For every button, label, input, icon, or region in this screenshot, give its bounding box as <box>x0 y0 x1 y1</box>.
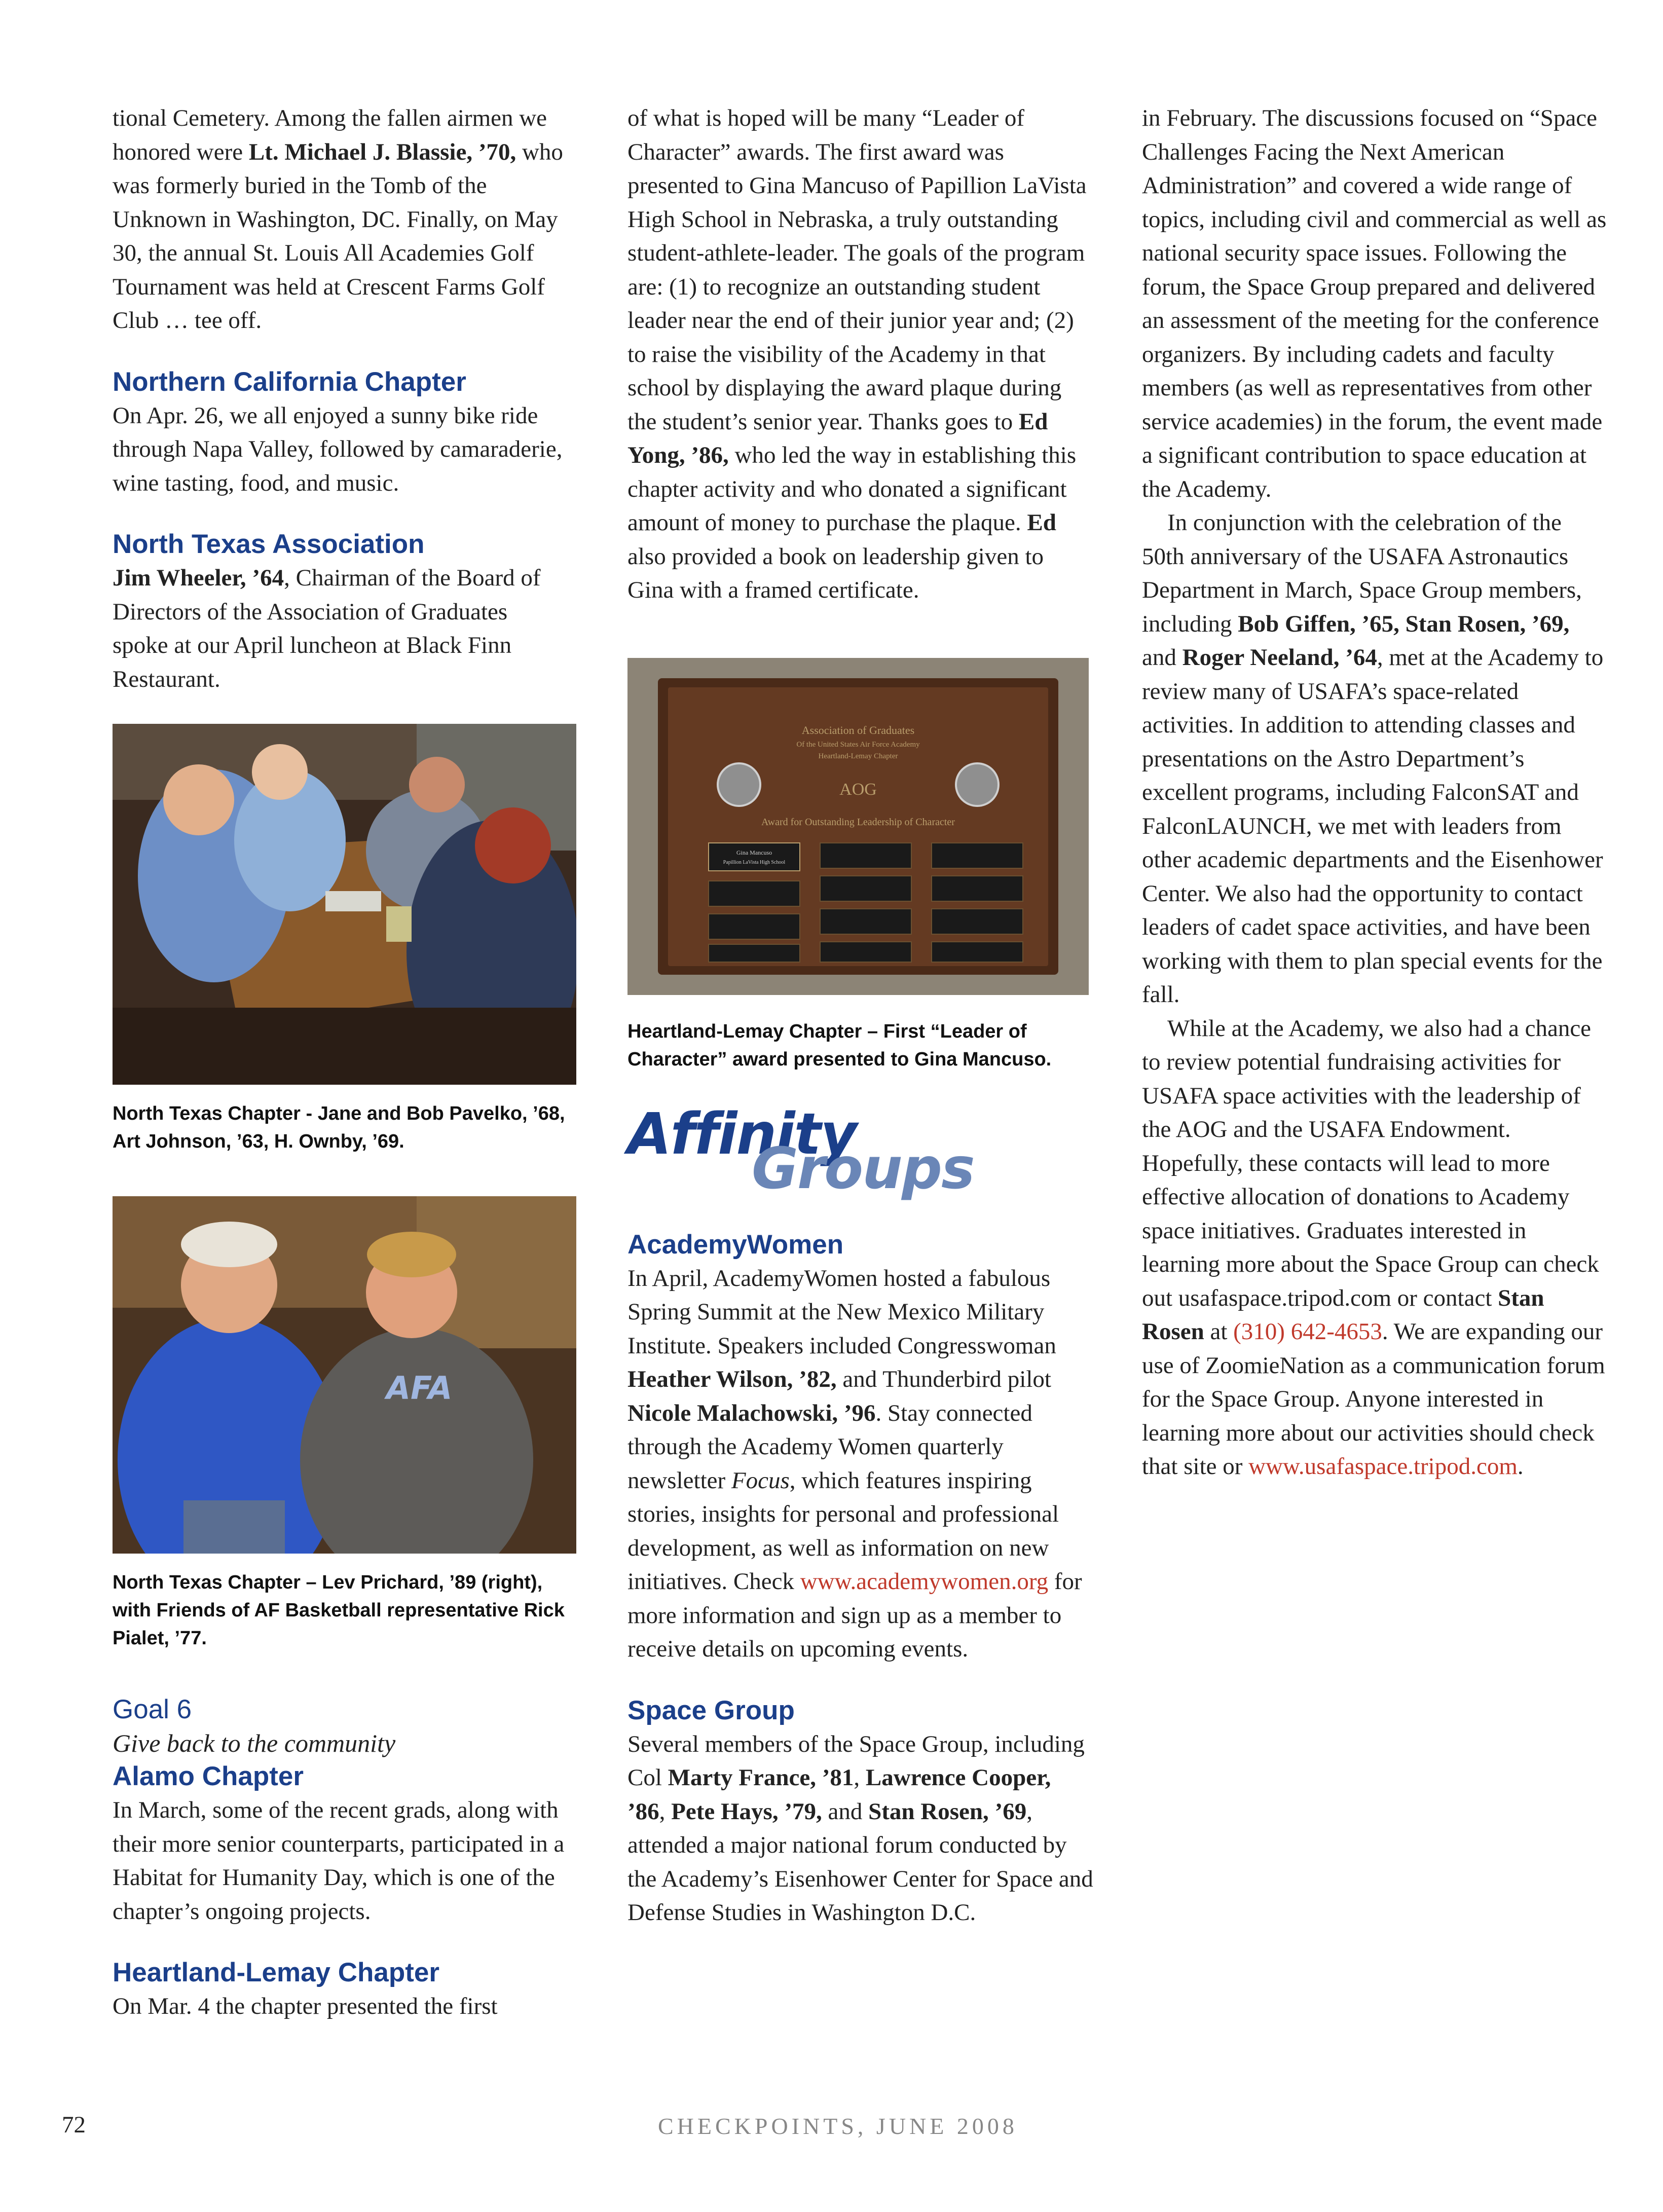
north-texas-heading: North Texas Association <box>113 529 425 559</box>
space-group-paragraph: Several members of the Space Group, including Col Marty France, ’81, Lawrence Cooper, ’86, Pete Hays, ’79, and Stan Rosen, ’69, attended a major national forum conducted by the Academy’s Eisenhower Center for Space and Defense Studies in Washington D.C. <box>627 1730 1093 1926</box>
academywomen-heading: AcademyWomen <box>627 1229 844 1260</box>
column-2 <box>627 101 1094 1930</box>
alamo-heading: Alamo Chapter <box>113 1761 304 1791</box>
plaque-plate-school: Papillion LaVista High School <box>723 859 786 865</box>
northern-california-paragraph: On Apr. 26, we all enjoyed a sunny bike ride through Napa Valley, followed by camaraderie, wine tasting, food, and music. <box>113 402 563 496</box>
goal-heading: Goal 6 <box>113 1694 192 1724</box>
leader-of-character-plaque-photo <box>627 658 1089 995</box>
north-texas-paragraph: Jim Wheeler, ’64, Chairman of the Board of Directors of the Association of Graduates spoke at our April luncheon at Black Finn Restaurant. <box>113 565 541 692</box>
afa-shirt-text: AFA <box>386 1370 453 1407</box>
luncheon-photo-image <box>113 724 576 1085</box>
north-texas-luncheon-photo <box>113 724 576 1085</box>
northern-california-heading: Northern California Chapter <box>113 366 466 397</box>
column-3 <box>1142 101 1608 1484</box>
intro-paragraph: tional Cemetery. Among the fallen airmen we honored were Lt. Michael J. Blassie, ’70, who was formerly buried in the Tomb of the Unknown in Washington, DC. Finally, on May 30, the annual St. Louis All Academies Golf Tournament was held at Crescent Farms Golf Club … tee off. <box>113 105 563 334</box>
academywomen-paragraph: In April, AcademyWomen hosted a fabulous Spring Summit at the New Mexico Military Institute. Speakers included Congresswoman Heather Wilson, ’82, and Thunderbird pilot Nicole Malachowski, ’96. Stay connected through the Academy Women quarterly newsletter Focus, which features inspiring stories, insights for personal and professional development, as well as information on new initiatives. Check www.academywomen.org for more information and sign up as a member to receive details on upcoming events. <box>627 1265 1082 1662</box>
plaque-plate-name: Gina Mancuso <box>736 849 772 856</box>
space-group-para-2: In conjunction with the celebration of the 50th anniversary of the USAFA Astronautics Department in March, Space Group members, including Bob Giffen, ’65, Stan Rosen, ’69, and Roger Neeland, ’64, met at the Academy to review many of USAFA’s space-related activities. In addition to attending classes and presentations on the Astro Department’s excellent programs, including FalconSAT and FalconLAUNCH, we met with leaders from other academic departments and the Eisenhower Center. We also had the opportunity to contact leaders of cadet space activities, and have been working with them to plan special events for the fall. <box>1142 509 1604 1008</box>
plaque-line-3: Heartland-Lemay Chapter <box>818 752 898 760</box>
space-group-heading: Space Group <box>627 1695 795 1725</box>
luncheon-photo-caption: North Texas Chapter - Jane and Bob Pavelko, ’68, Art Johnson, ’63, H. Ownby, ’69. <box>113 1103 565 1152</box>
plaque-aog: AOG <box>839 780 877 799</box>
column-1 <box>113 101 569 2023</box>
north-texas-basketball-photo <box>113 1196 576 1554</box>
plaque-photo-image <box>627 658 1089 995</box>
page-number: 72 <box>62 2112 86 2138</box>
plaque-photo-caption: Heartland-Lemay Chapter – First “Leader of Character” award presented to Gina Mancuso. <box>627 1020 1052 1070</box>
plaque-award: Award for Outstanding Leadership of Character <box>761 816 955 828</box>
affinity-word: Affinity <box>627 1101 857 1167</box>
space-group-para-3: While at the Academy, we also had a chance to review potential fundraising activities for USAFA space activities with the leadership of the AOG and the USAFA Endowment. Hopefully, these contacts will lead to more effective allocation of donations to Academy space initiatives. Graduates interested in learning more about the Space Group can check out usafaspace.tripod.com or contact Stan Rosen at (310) 642-4653. We are expanding our use of ZoomieNation as a communication forum for the Space Group. Anyone interested in learning more about our activities should check that site or www.usafaspace.tripod.com. <box>1142 1015 1605 1480</box>
space-group-para-1: in February. The discussions focused on “Space Challenges Facing the Next American Administration” and covered a wide range of topics, including civil and commercial as well as national security space issues. Following the forum, the Space Group prepared and delivered an assessment of the meeting for the conference organizers. By including cadets and faculty members (as well as representatives from other service academies) in the forum, the event made a significant contribution to space education at the Academy. <box>1142 105 1607 502</box>
goal-subtitle: Give back to the community <box>113 1729 396 1757</box>
affinity-groups-banner <box>627 1101 1094 1202</box>
basketball-photo-image <box>113 1196 576 1554</box>
heartland-continued-paragraph: of what is hoped will be many “Leader of Character” awards. The first award was presented to Gina Mancuso of Papillion LaVista High School in Nebraska, a truly outstanding student-athlete-leader. The goals of the program are: (1) to recognize an outstanding student leader near the end of their junior year and; (2) to raise the visibility of the Academy in that school by displaying the award plaque during the student’s senior year. Thanks goes to Ed Yong, ’86, who led the way in establishing this chapter activity and who donated a significant amount of money to purchase the plaque. Ed also provided a book on leadership given to Gina with a framed certificate. <box>627 105 1087 603</box>
basketball-photo-caption: North Texas Chapter – Lev Prichard, ’89 (right), with Friends of AF Basketball representative Rick Pialet, ’77. <box>113 1572 565 1649</box>
publication-footer: CHECKPOINTS, JUNE 2008 <box>658 2113 1018 2139</box>
heartland-lemay-paragraph: On Mar. 4 the chapter presented the first <box>113 1993 498 2019</box>
heartland-lemay-heading: Heartland-Lemay Chapter <box>113 1958 440 1987</box>
alamo-paragraph: In March, some of the recent grads, along with their more senior counterparts, participated in a Habitat for Humanity Day, which is one of the chapter’s ongoing projects. <box>113 1797 565 1925</box>
plaque-line-1: Association of Graduates <box>801 723 915 736</box>
plaque-line-2: Of the United States Air Force Academy <box>796 740 920 749</box>
groups-word: Groups <box>752 1135 974 1202</box>
